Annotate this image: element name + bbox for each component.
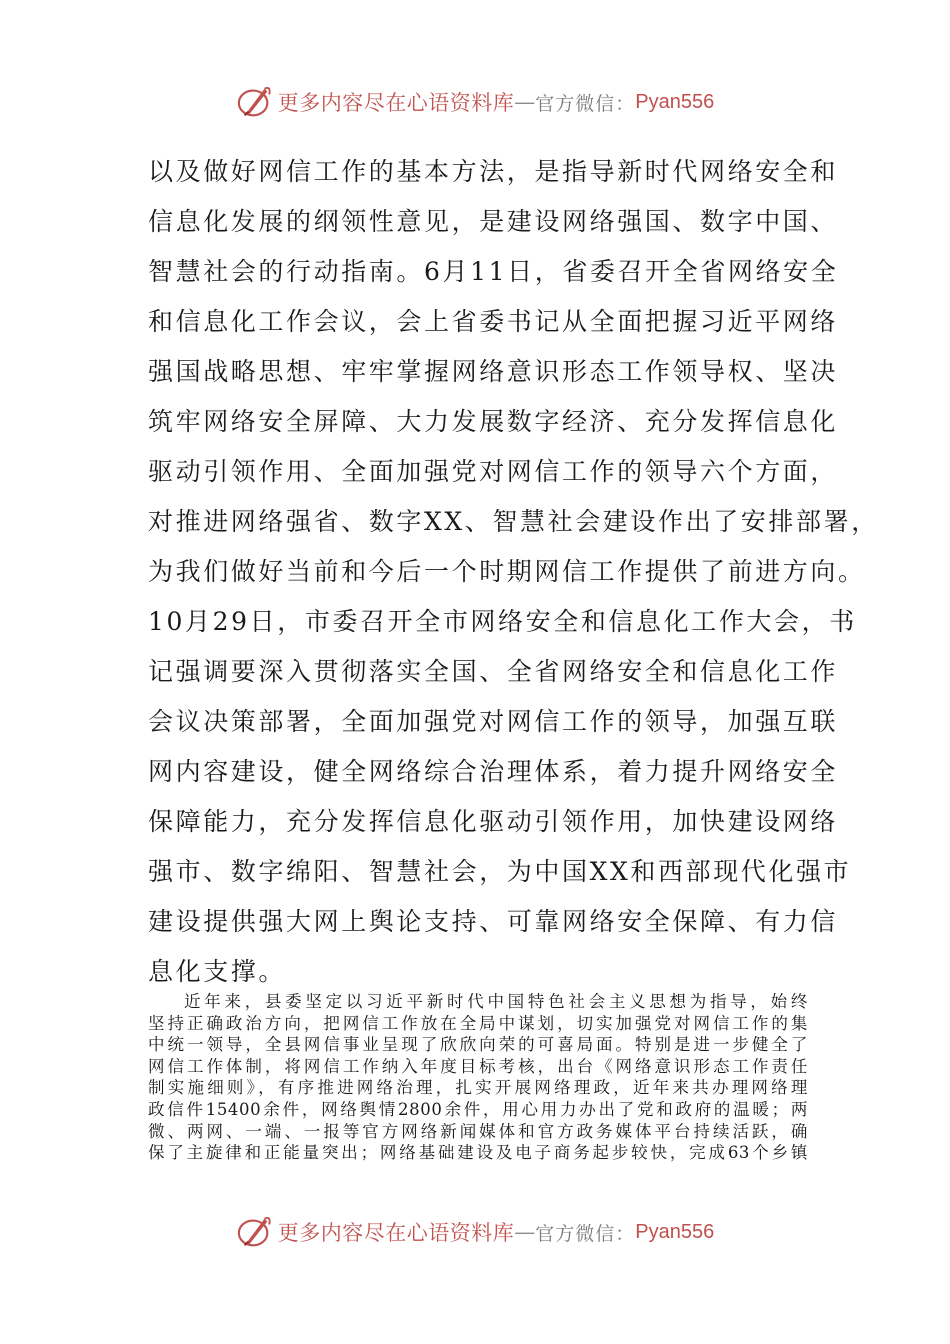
banner-contact-label: 官方微信：: [535, 1222, 636, 1245]
text-line: 对推进网络强省、数字XX、智慧社会建设作出了安排部署，: [148, 507, 879, 536]
text-line: 建设提供强大网上舆论支持、可靠网络安全保障、有力信: [148, 907, 839, 936]
small-text-line: 近年来，县委坚定以习近平新时代中国特色社会主义思想为指导，始终: [184, 992, 808, 1011]
small-text-line: 制实施细则》，有序推进网络治理，扎实开展网络理政，近年来共办理网络理: [148, 1078, 808, 1098]
banner-contact-label: 官方微信：: [535, 92, 636, 115]
header-banner: [0, 82, 950, 122]
banner-wechat-id: Pyan556: [635, 1220, 715, 1243]
text-line: 筑牢网络安全屏障、大力发展数字经济、充分发挥信息化: [148, 407, 839, 436]
main-text-block: [148, 147, 879, 997]
banner-wechat-id: Pyan556: [635, 90, 715, 113]
text-line: 记强调要深入贯彻落实全国、全省网络安全和信息化工作: [148, 657, 839, 686]
text-line: 息化支撑。: [148, 957, 287, 986]
small-text-line: 坚持正确政治方向，把网信工作放在全局中谋划，切实加强党对网信工作的集: [148, 1013, 808, 1033]
footer-banner: [0, 1212, 950, 1252]
small-text-block: [148, 991, 808, 1164]
text-line: 以及做好网信工作的基本方法，是指导新时代网络安全和: [148, 157, 839, 186]
small-text-line: 中统一领导，全县网信事业呈现了欣欣向荣的可喜局面。特别是进一步健全了: [148, 1035, 808, 1055]
text-line: 驱动引领作用、全面加强党对网信工作的领导六个方面，: [148, 457, 839, 486]
text-line: 会议决策部署，全面加强党对网信工作的领导，加强互联: [148, 707, 839, 736]
small-text-line: 保了主旋律和正能量突出；网络基础建设及电子商务起步较快，完成63个乡镇: [148, 1143, 808, 1163]
quill-logo-icon: [236, 83, 274, 121]
text-line: 10月29日，市委召开全市网络安全和信息化工作大会，书: [148, 607, 857, 636]
small-text-line: 网信工作体制，将网信工作纳入年度目标考核，出台《网络意识形态工作责任: [148, 1056, 808, 1076]
small-text-line: 微、两网、一端、一报等官方网络新闻媒体和官方政务媒体平台持续活跃，确: [148, 1121, 808, 1141]
banner-brand-text: 更多内容尽在心语资料库: [277, 91, 515, 115]
quill-logo-icon: [236, 1213, 274, 1251]
text-line: 保障能力，充分发挥信息化驱动引领作用，加快建设网络: [148, 807, 839, 836]
banner-separator: —: [514, 1220, 536, 1244]
banner-brand-text: 更多内容尽在心语资料库: [277, 1221, 515, 1245]
banner-separator: —: [514, 90, 536, 114]
text-line: 为我们做好当前和今后一个时期网信工作提供了前进方向。: [148, 557, 866, 586]
text-line: 强国战略思想、牢牢掌握网络意识形态工作领导权、坚决: [148, 357, 839, 386]
text-line: 网内容建设，健全网络综合治理体系，着力提升网络安全: [148, 757, 839, 786]
small-text-line: 政信件15400余件，网络舆情2800余件，用心用力办出了党和政府的温暖；两: [148, 1099, 808, 1119]
text-line: 信息化发展的纲领性意见，是建设网络强国、数字中国、: [148, 207, 839, 236]
text-line: 强市、数字绵阳、智慧社会，为中国XX和西部现代化强市: [148, 857, 852, 886]
text-line: 和信息化工作会议，会上省委书记从全面把握习近平网络: [148, 307, 839, 336]
text-line: 智慧社会的行动指南。6月11日，省委召开全省网络安全: [148, 257, 839, 286]
